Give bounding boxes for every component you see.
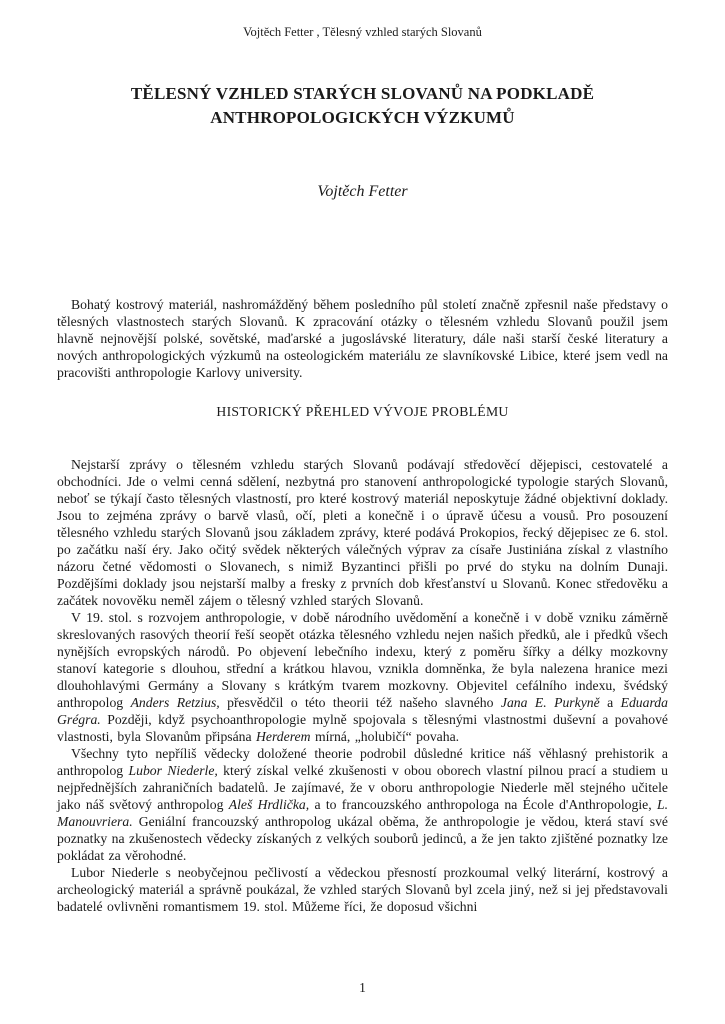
intro-paragraphs: [57, 296, 668, 381]
body-paragraphs: [57, 456, 668, 915]
author-name: Vojtěch Fetter: [317, 183, 408, 200]
paragraph: Všechny tyto nepříliš vědecky doložené theorie podrobil důsledné kritice náš věhlasný prehistorik a anthropolog Lubor Niederle, který získal velké zkušenosti v obou oborech vlastní pilnou prací a studiem u nejpřednějších zahraničních badatelů. Je zajímavé, že v oboru anthropologie Niederle měl stejného učitele jako náš světový anthropolog Aleš Hrdlička, a to francouzského anthropologa na École d'Anthropologie, L. Manouvriera. Geniální francouzský anthropolog ukázal oběma, že anthropologie je vědou, která staví své poznatky na zkušenostech vědecky získaných z velkých souborů jedinců, a že jen takto zjištěné poznatky lze pokládat za věrohodné.: [57, 746, 668, 863]
paragraph: Nejstarší zprávy o tělesném vzhledu starých Slovanů podávají středověcí dějepisci, cestovatelé a obchodníci. Jde o velmi cenná sdělení, nezbytná pro stanovení anthropologické typologie starých Slovanů, neboť se týkají často tělesných vlastností, pro které kostrový materiál neposkytuje žádné objektivní doklady. Jsou to zejména zprávy o barvě vlasů, očí, pleti a konečně i o úpravě účesu a vousů. Pro posouzení tělesného vzhledu starých Slovanů jsou základem zprávy, které podává Prokopios, řecký dějepisec ze 6. stol. po začátku naší éry. Jako očitý svědek některých válečných výprav za císaře Justiniána získal z vlastního názoru četné vědomosti o Slovanech, s nimiž Byzantinci přišli po prvé do styku na dolním Dunaji. Pozdějšími doklady jsou nejstarší malby a fresky z prvních dob křesťanství u Slovanů. Konec středověku a začátek novověku neměl zájem o tělesný vzhled starých Slovanů.: [57, 457, 668, 608]
paragraph: V 19. stol. s rozvojem anthropologie, v době národního uvědomění a konečně i v době vzniku záměrně skreslovaných rasových theorií řeší seopět otázka tělesného vzhledu nejen našich předků, ale i předků všech nynějších evropských národů. Po objevení lebečního indexu, který z poměru šířky a délky mozkovny stanoví kategorie s dlouhou, střední a krátkou hlavou, vznikla domněnka, že byla nalezena hranice mezi dlouhohlavými Germány a Slovany s krátkým tvarem mozkovny. Objevitel cefálního indexu, švédský anthropolog Anders Retzius, přesvědčil o této theorii též našeho slavného Jana E. Purkyně a Eduarda Grégra. Později, když psychoanthropologie mylně spojovala s tělesnými vlastnostmi duševní a povahové vlastnosti, byla Slovanům připsána Herderem mírná, „holubičí“ povaha.: [57, 610, 668, 744]
running-header: Vojtěch Fetter , Tělesný vzhled starých Slovanů: [243, 25, 482, 39]
paragraph: Lubor Niederle s neobyčejnou pečlivostí a vědeckou přesností prozkoumal velký literární, kostrový a archeologický materiál a správně poukázal, že vzhled starých Slovanů byl zcela jiný, než si jej představovali badatelé ovlivněni romantismem 19. stol. Můžeme říci, že doposud všichni: [57, 865, 668, 914]
document-title: TĚLESNÝ VZHLED STARÝCH SLOVANŮ NA PODKLADĚ ANTHROPOLOGICKÝCH VÝZKUMŮ: [130, 84, 595, 127]
section-heading: HISTORICKÝ PŘEHLED VÝVOJE PROBLÉMU: [216, 404, 509, 419]
page-number: 1: [359, 980, 366, 995]
paragraph: Bohatý kostrový materiál, nashromážděný během posledního půl století značně zpřesnil naše představy o tělesných vlastnostech starých Slovanů. K zpracování otázky o tělesném vzhledu Slovanů použil jsem hlavně nejnovější polské, sovětské, maďarské a jugoslávské literatury, dále naši starší české literatury a nových anthropologických výzkumů na osteologickém materiálu ze slavníkovské Libice, které jsem vedl na pracovišti anthropologie Karlovy university.: [57, 297, 668, 380]
